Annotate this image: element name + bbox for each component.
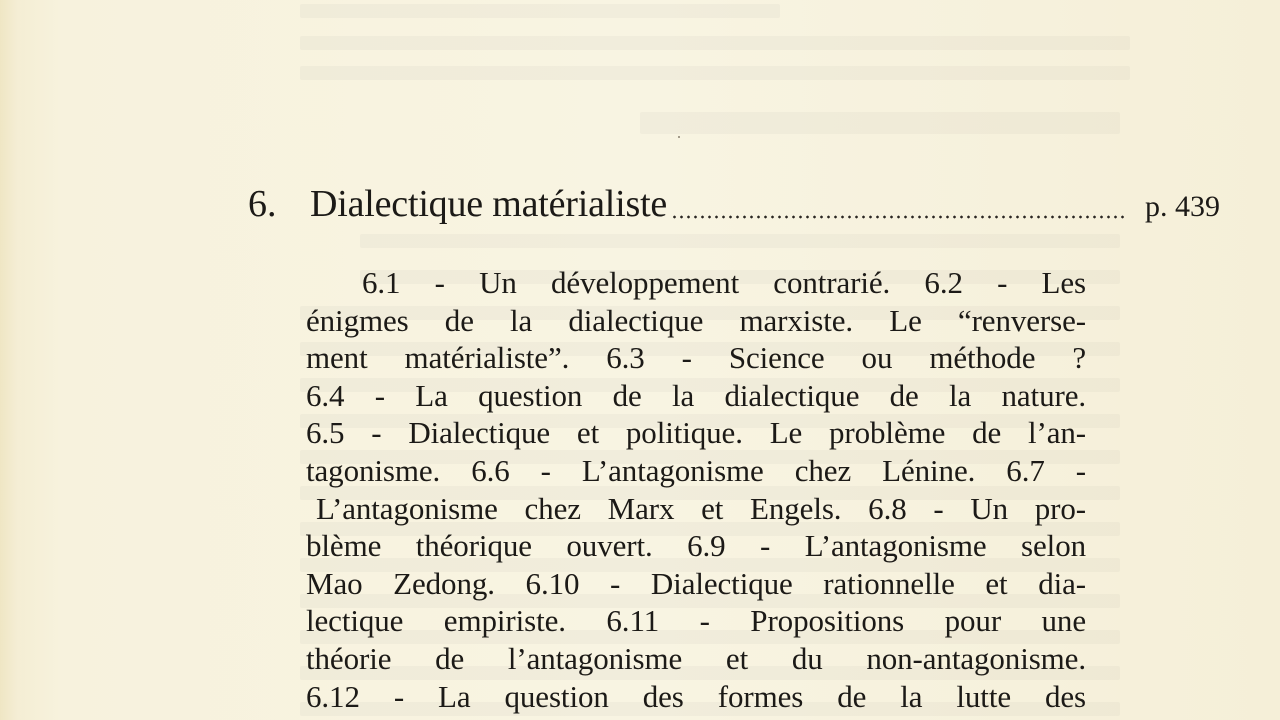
summary-line: énigmes de la dialectique marxiste. Le “renverse- [306, 302, 1086, 338]
section-summary [306, 264, 1086, 715]
section-heading [248, 182, 1220, 228]
summary-line: théorie de l’antagonisme et du non-antagonisme. [306, 640, 1086, 676]
summary-line: 6.5 - Dialectique et politique. Le problème de l’an- [306, 415, 1086, 451]
section-title: Dialectique matérialiste [310, 183, 668, 225]
dot-leader [671, 214, 1125, 220]
summary-line: blème théorique ouvert. 6.9 - L’antagonisme selon [306, 528, 1086, 564]
section-number: 6. [248, 183, 277, 225]
ghost-line [360, 234, 1120, 248]
ghost-line [640, 112, 1120, 134]
summary-line: Mao Zedong. 6.10 - Dialectique rationnelle et dia- [306, 565, 1086, 601]
summary-line: 6.1 - Un développement contrarié. 6.2 - Les [362, 265, 1086, 300]
section-page-number: p. 439 [1145, 190, 1220, 223]
summary-line: ment matérialiste”. 6.3 - Science ou méthode ? [306, 340, 1086, 376]
summary-line: 6.12 - La question des formes de la lutte des [306, 678, 1086, 714]
summary-line: L’antagonisme chez Marx et Engels. 6.8 - Un pro- [316, 490, 1086, 526]
paper-speck [678, 136, 680, 138]
ghost-line [300, 4, 780, 18]
ghost-line [300, 66, 1130, 80]
summary-line: lectique empiriste. 6.11 - Propositions pour une [306, 603, 1086, 639]
summary-line: tagonisme. 6.6 - L’antagonisme chez Lénine. 6.7 - [306, 452, 1086, 488]
summary-line: 6.4 - La question de la dialectique de la nature. [306, 377, 1086, 413]
ghost-line [300, 36, 1130, 50]
